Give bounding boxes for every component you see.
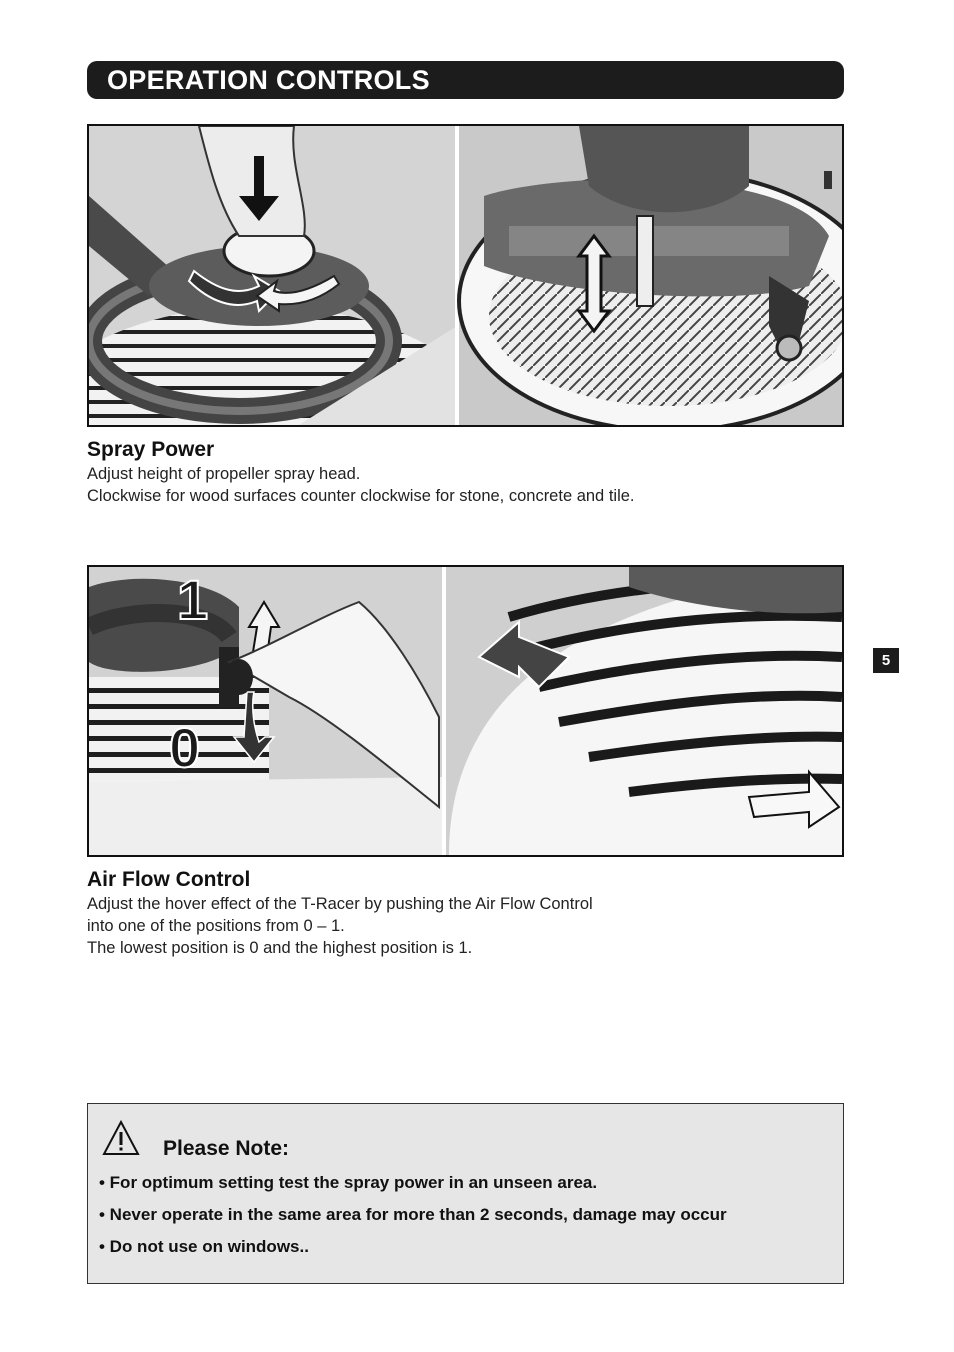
- section-header-bar: [87, 61, 844, 99]
- spray-power-illustration: [87, 124, 844, 427]
- note-item: • Never operate in the same area for more than 2 seconds, damage may occur: [99, 1205, 727, 1224]
- air-flow-position-high-label: 1: [177, 568, 209, 631]
- air-flow-line-1: Adjust the hover effect of the T-Racer by pushing the Air Flow Control: [87, 895, 593, 913]
- spray-power-line-1: Adjust height of propeller spray head.: [87, 465, 361, 483]
- spray-power-title: Spray Power: [87, 438, 215, 461]
- section-header-title: OPERATION CONTROLS: [107, 65, 430, 95]
- note-item: • Do not use on windows..: [99, 1237, 309, 1256]
- air-flow-illustration: [87, 565, 844, 857]
- air-flow-line-3: The lowest position is 0 and the highest position is 1.: [87, 939, 473, 957]
- warning-triangle-icon: [102, 1120, 140, 1156]
- note-list: [99, 1172, 727, 1268]
- air-flow-line-2: into one of the positions from 0 – 1.: [87, 917, 345, 935]
- spray-power-line-2: Clockwise for wood surfaces counter clockwise for stone, concrete and tile.: [87, 487, 635, 505]
- spray-power-text: [87, 463, 635, 507]
- air-flow-text: [87, 893, 593, 959]
- note-item: • For optimum setting test the spray power in an unseen area.: [99, 1173, 598, 1192]
- air-flow-position-low-label: 0: [169, 716, 201, 779]
- please-note-box: [87, 1103, 844, 1284]
- please-note-title: Please Note:: [163, 1137, 290, 1160]
- page-number: 5: [873, 648, 899, 673]
- air-flow-title: Air Flow Control: [87, 868, 251, 891]
